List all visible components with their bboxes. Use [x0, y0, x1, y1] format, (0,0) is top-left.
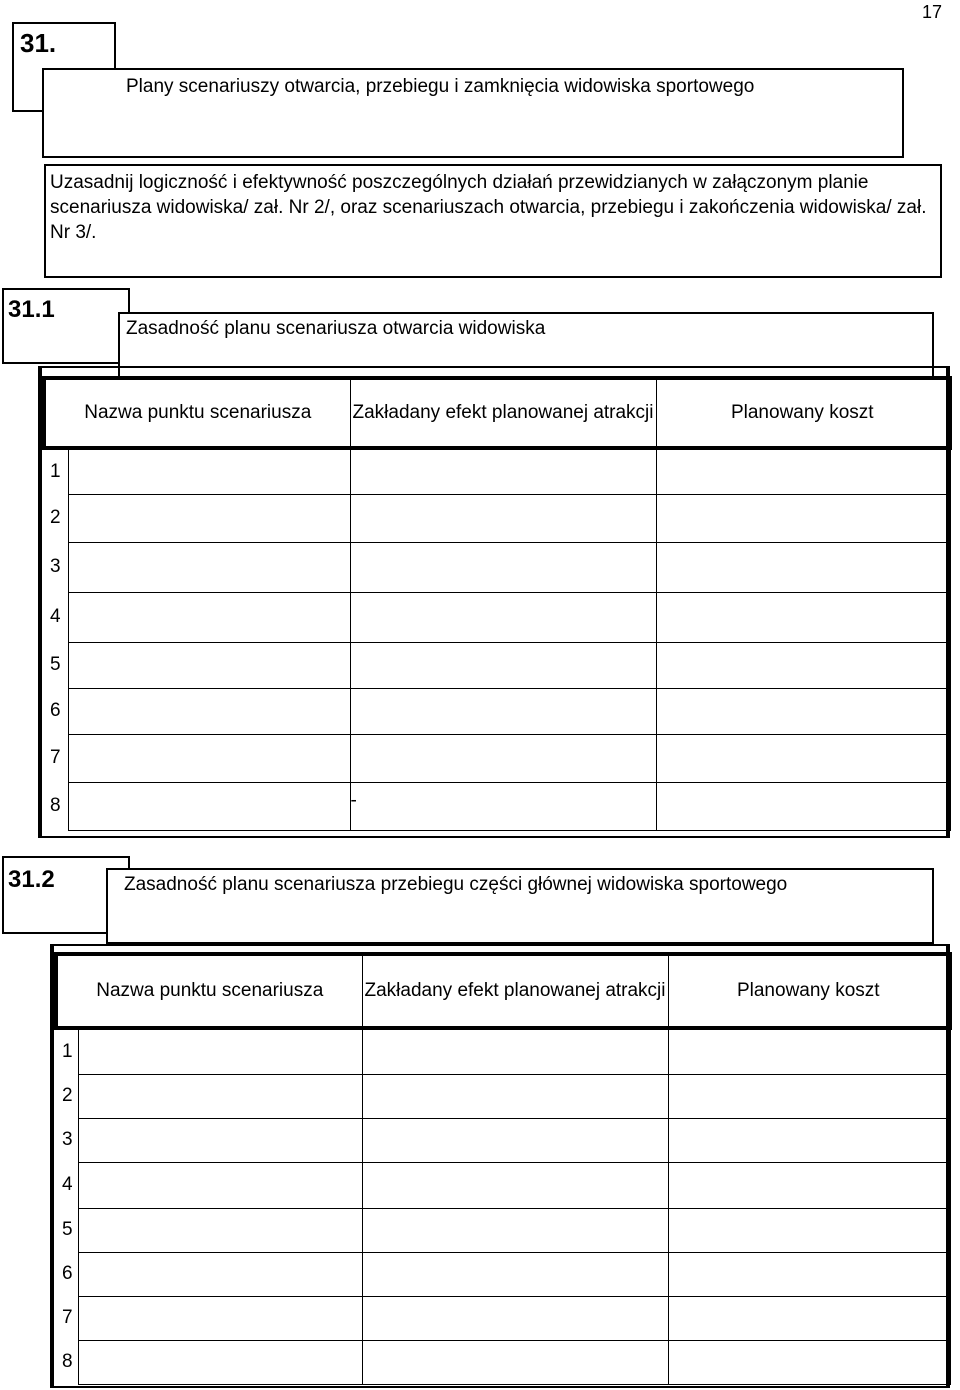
- scenario-table: [54, 952, 952, 1385]
- cell-name[interactable]: [68, 542, 350, 592]
- cell-name[interactable]: [68, 448, 350, 494]
- row-number: 2: [50, 507, 61, 528]
- col-header-effect: Zakładany efekt planowanej atrakcji: [350, 378, 656, 448]
- cell-cost[interactable]: [668, 1074, 950, 1118]
- cell-effect[interactable]: [362, 1074, 668, 1118]
- cell-cost[interactable]: [668, 1118, 950, 1162]
- cell-name[interactable]: [68, 592, 350, 642]
- subsection-number-text: 31.2: [8, 866, 55, 893]
- page-number: 17: [921, 2, 942, 22]
- col-header-cost: Planowany koszt: [668, 954, 950, 1028]
- cell-effect[interactable]: [362, 1028, 668, 1074]
- cell-name[interactable]: [68, 734, 350, 782]
- row-number: 5: [50, 654, 61, 675]
- section-number-text: 31.: [20, 28, 57, 58]
- cell-name[interactable]: [78, 1208, 362, 1252]
- cell-cost[interactable]: [668, 1208, 950, 1252]
- table-row: [44, 494, 950, 542]
- row-number: 7: [50, 747, 61, 768]
- cell-cost[interactable]: [668, 1296, 950, 1340]
- table-row: [56, 1162, 950, 1208]
- cell-name[interactable]: [78, 1340, 362, 1384]
- cell-effect[interactable]: [350, 688, 656, 734]
- cell-cost[interactable]: [656, 782, 950, 830]
- cell-cost[interactable]: [668, 1162, 950, 1208]
- cell-cost[interactable]: [656, 448, 950, 494]
- row-number: 4: [50, 606, 61, 627]
- cell-cost[interactable]: [668, 1252, 950, 1296]
- subsection-number: [2, 288, 130, 364]
- table-row: [56, 1208, 950, 1252]
- table-row: [44, 734, 950, 782]
- row-number: 3: [50, 556, 61, 577]
- col-header-cost: Planowany koszt: [656, 378, 950, 448]
- row-number: 3: [62, 1129, 73, 1150]
- cell-effect[interactable]: [362, 1208, 668, 1252]
- table-header-row: [44, 378, 950, 448]
- cell-cost[interactable]: [656, 542, 950, 592]
- cell-effect[interactable]: [362, 1118, 668, 1162]
- cell-cost[interactable]: [656, 688, 950, 734]
- table-row: [44, 592, 950, 642]
- col-header-name: Nazwa punktu scenariusza: [56, 954, 362, 1028]
- row-number: 6: [62, 1263, 73, 1284]
- cell-effect[interactable]: -: [350, 782, 656, 830]
- cell-cost[interactable]: [668, 1340, 950, 1384]
- table-row: [56, 1074, 950, 1118]
- section-title-box: [42, 68, 904, 158]
- row-number: 8: [62, 1351, 73, 1372]
- col-header-effect: Zakładany efekt planowanej atrakcji: [362, 954, 668, 1028]
- table-header-row: [56, 954, 950, 1028]
- instruction-text: Uzasadnij logiczność i efektywność poszczególnych działań przewidzianych w załączonym planie scenariusza widowiska/ zał. Nr 2/, oraz scenariuszach otwarcia, przebiegu i zakończenia widowiska/ zał. Nr 3/.: [50, 172, 927, 243]
- subsection-number-text: 31.1: [8, 296, 55, 323]
- cell-name[interactable]: [78, 1252, 362, 1296]
- cell-effect[interactable]: [350, 448, 656, 494]
- cell-effect[interactable]: [362, 1162, 668, 1208]
- cell-effect[interactable]: [350, 642, 656, 688]
- cell-cost[interactable]: [656, 734, 950, 782]
- row-number: 1: [50, 461, 61, 482]
- row-number: 8: [50, 795, 61, 816]
- table-row: [56, 1340, 950, 1384]
- table-row: [56, 1028, 950, 1074]
- cell-effect[interactable]: [362, 1296, 668, 1340]
- cell-cost[interactable]: [656, 592, 950, 642]
- cell-cost[interactable]: [656, 494, 950, 542]
- cell-cost[interactable]: [668, 1028, 950, 1074]
- cell-effect[interactable]: [350, 542, 656, 592]
- table-row: [44, 542, 950, 592]
- subsection-title: Zasadność planu scenariusza przebiegu części głównej widowiska sportowego: [124, 874, 788, 895]
- table-row: [56, 1296, 950, 1340]
- subsection-title: Zasadność planu scenariusza otwarcia widowiska: [126, 318, 546, 339]
- cell-name[interactable]: [68, 688, 350, 734]
- row-number: 5: [62, 1219, 73, 1240]
- col-header-name: Nazwa punktu scenariusza: [44, 378, 350, 448]
- table-row: [56, 1118, 950, 1162]
- subsection-title-box: [106, 868, 934, 944]
- table-row: [44, 688, 950, 734]
- cell-effect[interactable]: [350, 734, 656, 782]
- section-title: Plany scenariuszy otwarcia, przebiegu i zamknięcia widowiska sportowego: [126, 76, 755, 97]
- table-row: [44, 642, 950, 688]
- cell-effect[interactable]: [350, 592, 656, 642]
- cell-name[interactable]: [68, 782, 350, 830]
- cell-name[interactable]: [68, 642, 350, 688]
- row-number: 7: [62, 1307, 73, 1328]
- cell-name[interactable]: [78, 1074, 362, 1118]
- cell-effect[interactable]: [362, 1340, 668, 1384]
- cell-name[interactable]: [78, 1162, 362, 1208]
- row-number: 6: [50, 700, 61, 721]
- cell-name[interactable]: [68, 494, 350, 542]
- cell-cost[interactable]: [656, 642, 950, 688]
- table-row: [56, 1252, 950, 1296]
- cell-effect[interactable]: [350, 494, 656, 542]
- table-row: [44, 448, 950, 494]
- row-number: 2: [62, 1085, 73, 1106]
- cell-effect[interactable]: [362, 1252, 668, 1296]
- row-number: 4: [62, 1174, 73, 1195]
- table-row: [44, 782, 950, 830]
- scenario-table: [42, 376, 952, 831]
- instruction-box: [44, 164, 942, 278]
- cell-name[interactable]: [78, 1118, 362, 1162]
- cell-name[interactable]: [78, 1028, 362, 1074]
- cell-name[interactable]: [78, 1296, 362, 1340]
- row-number: 1: [62, 1041, 73, 1062]
